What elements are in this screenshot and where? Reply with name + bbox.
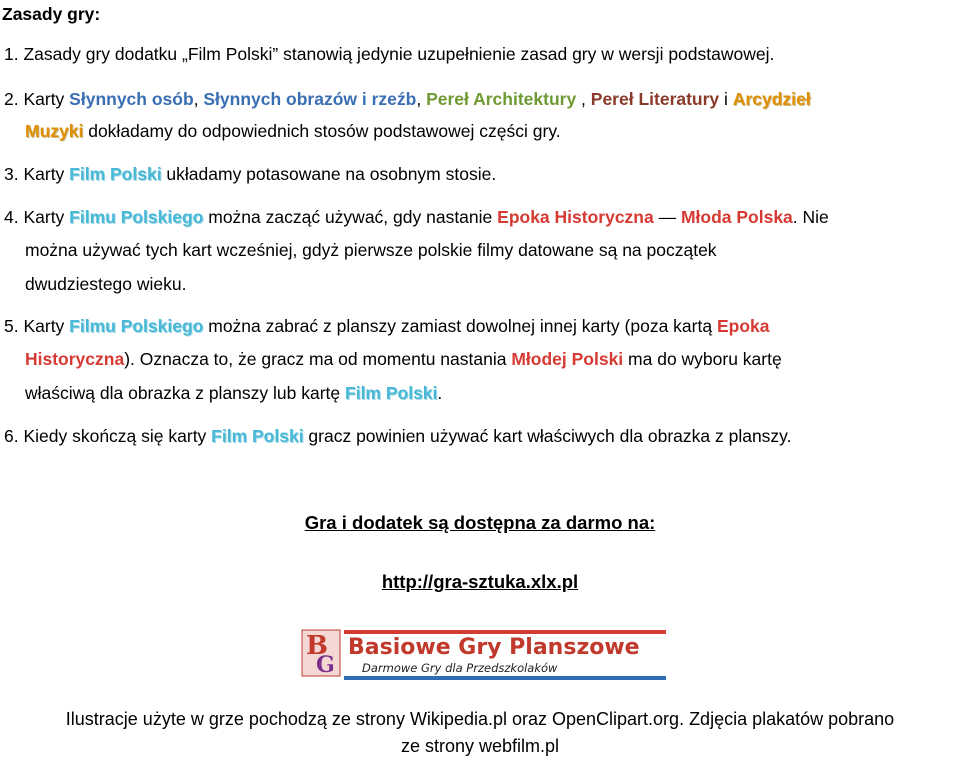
logo-monogram-g: G [316,652,335,678]
sep: , [576,89,591,109]
logo-monogram-b: B [306,631,328,661]
mlodej-polski-term: Młodej Polski [511,349,624,369]
muzyki-term: Muzyki [25,121,84,141]
rule-6-prefix: 6. Kiedy skończą się karty [4,426,212,446]
rule-5-line-2 [25,349,782,370]
slynne-osoby-term: Słynnych osób [69,89,194,109]
filmu-polskiego-term: Filmu Polskiego [69,316,204,336]
logo-subtitle: Darmowe Gry dla Przedszkolaków [362,661,558,675]
rule-3-prefix: 3. Karty [4,164,70,184]
rule-3 [4,164,496,185]
filmu-polskiego-term: Filmu Polskiego [69,207,204,227]
rule-4-rest: . Nie [792,207,829,227]
rule-2-prefix: 2. Karty [4,89,70,109]
epoka-historyczna-term: Epoka Historyczna [497,207,654,227]
rule-5-prefix: 5. Karty [4,316,70,336]
footer-line-1: Ilustracje użyte w grze pochodzą ze strony Wikipedia.pl oraz OpenClipart.org. Zdjęcia plakatów pobrano [65,709,895,729]
rule-5-line-1 [4,316,769,337]
rule-3-rest: układamy potasowane na osobnym stosie. [161,164,497,184]
promo-heading: Gra i dodatek są dostępna za darmo na: [304,512,656,533]
rule-5-line3-rest: . [437,383,443,403]
rule-4-line-2: można używać tych kart wcześniej, gdyż pierwsze polskie filmy datowane są na początek [25,240,717,260]
rule-5-line2-mid: ). Oznacza to, że gracz ma od momentu nastania [124,349,512,369]
rule-5-line-3 [25,383,442,404]
rule-2-line-1 [4,89,811,110]
perly-architektury-term: Pereł Architektury [426,89,577,109]
arcydziel-term: Arcydzieł [732,89,811,109]
page-heading: Zasady gry: [2,4,101,24]
rule-5-line3-prefix: właściwą dla obrazka z planszy lub kartę [25,383,346,403]
rule-1: 1. Zasady gry dodatku „Film Polski” stanowią jedynie uzupełnienie zasad gry w wersji podstawowej. [4,44,775,64]
rule-4-prefix: 4. Karty [4,207,70,227]
promo-link-row [0,571,960,593]
dash: — [653,207,681,227]
rule-5-line2-rest: ma do wyboru kartę [623,349,782,369]
sep: i [719,89,733,109]
film-polski-term: Film Polski [211,426,304,446]
rule-6 [4,426,792,447]
rule-6-rest: gracz powinien używać kart właściwych dla obrazka z planszy. [303,426,792,446]
epoka-term: Epoka [716,316,770,336]
mloda-polska-term: Młoda Polska [680,207,793,227]
slynne-obrazy-term: Słynnych obrazów i rzeźb [203,89,417,109]
rule-2-rest: dokładamy do odpowiednich stosów podstawowej części gry. [83,121,561,141]
film-polski-term: Film Polski [345,383,438,403]
rule-4-line-3: dwudziestego wieku. [25,274,187,294]
download-link[interactable]: http://gra-sztuka.xlx.pl [381,571,579,592]
sep: , [416,89,427,109]
logo-title: Basiowe Gry Planszowe [348,635,640,660]
rule-4-line-1 [4,207,829,228]
basiowe-gry-logo [300,626,670,680]
rule-2-line-2 [25,121,561,142]
rule-5-mid: można zabrać z planszy zamiast dowolnej innej karty (poza kartą [203,316,717,336]
sep: , [193,89,204,109]
logo-graphic [300,626,670,680]
promo-text [0,512,960,534]
film-polski-term: Film Polski [69,164,162,184]
historyczna-term: Historyczna [25,349,125,369]
perly-literatury-term: Pereł Literatury [590,89,720,109]
footer-line-2: ze strony webfilm.pl [400,736,560,756]
rule-4-mid: można zacząć używać, gdy nastanie [203,207,498,227]
